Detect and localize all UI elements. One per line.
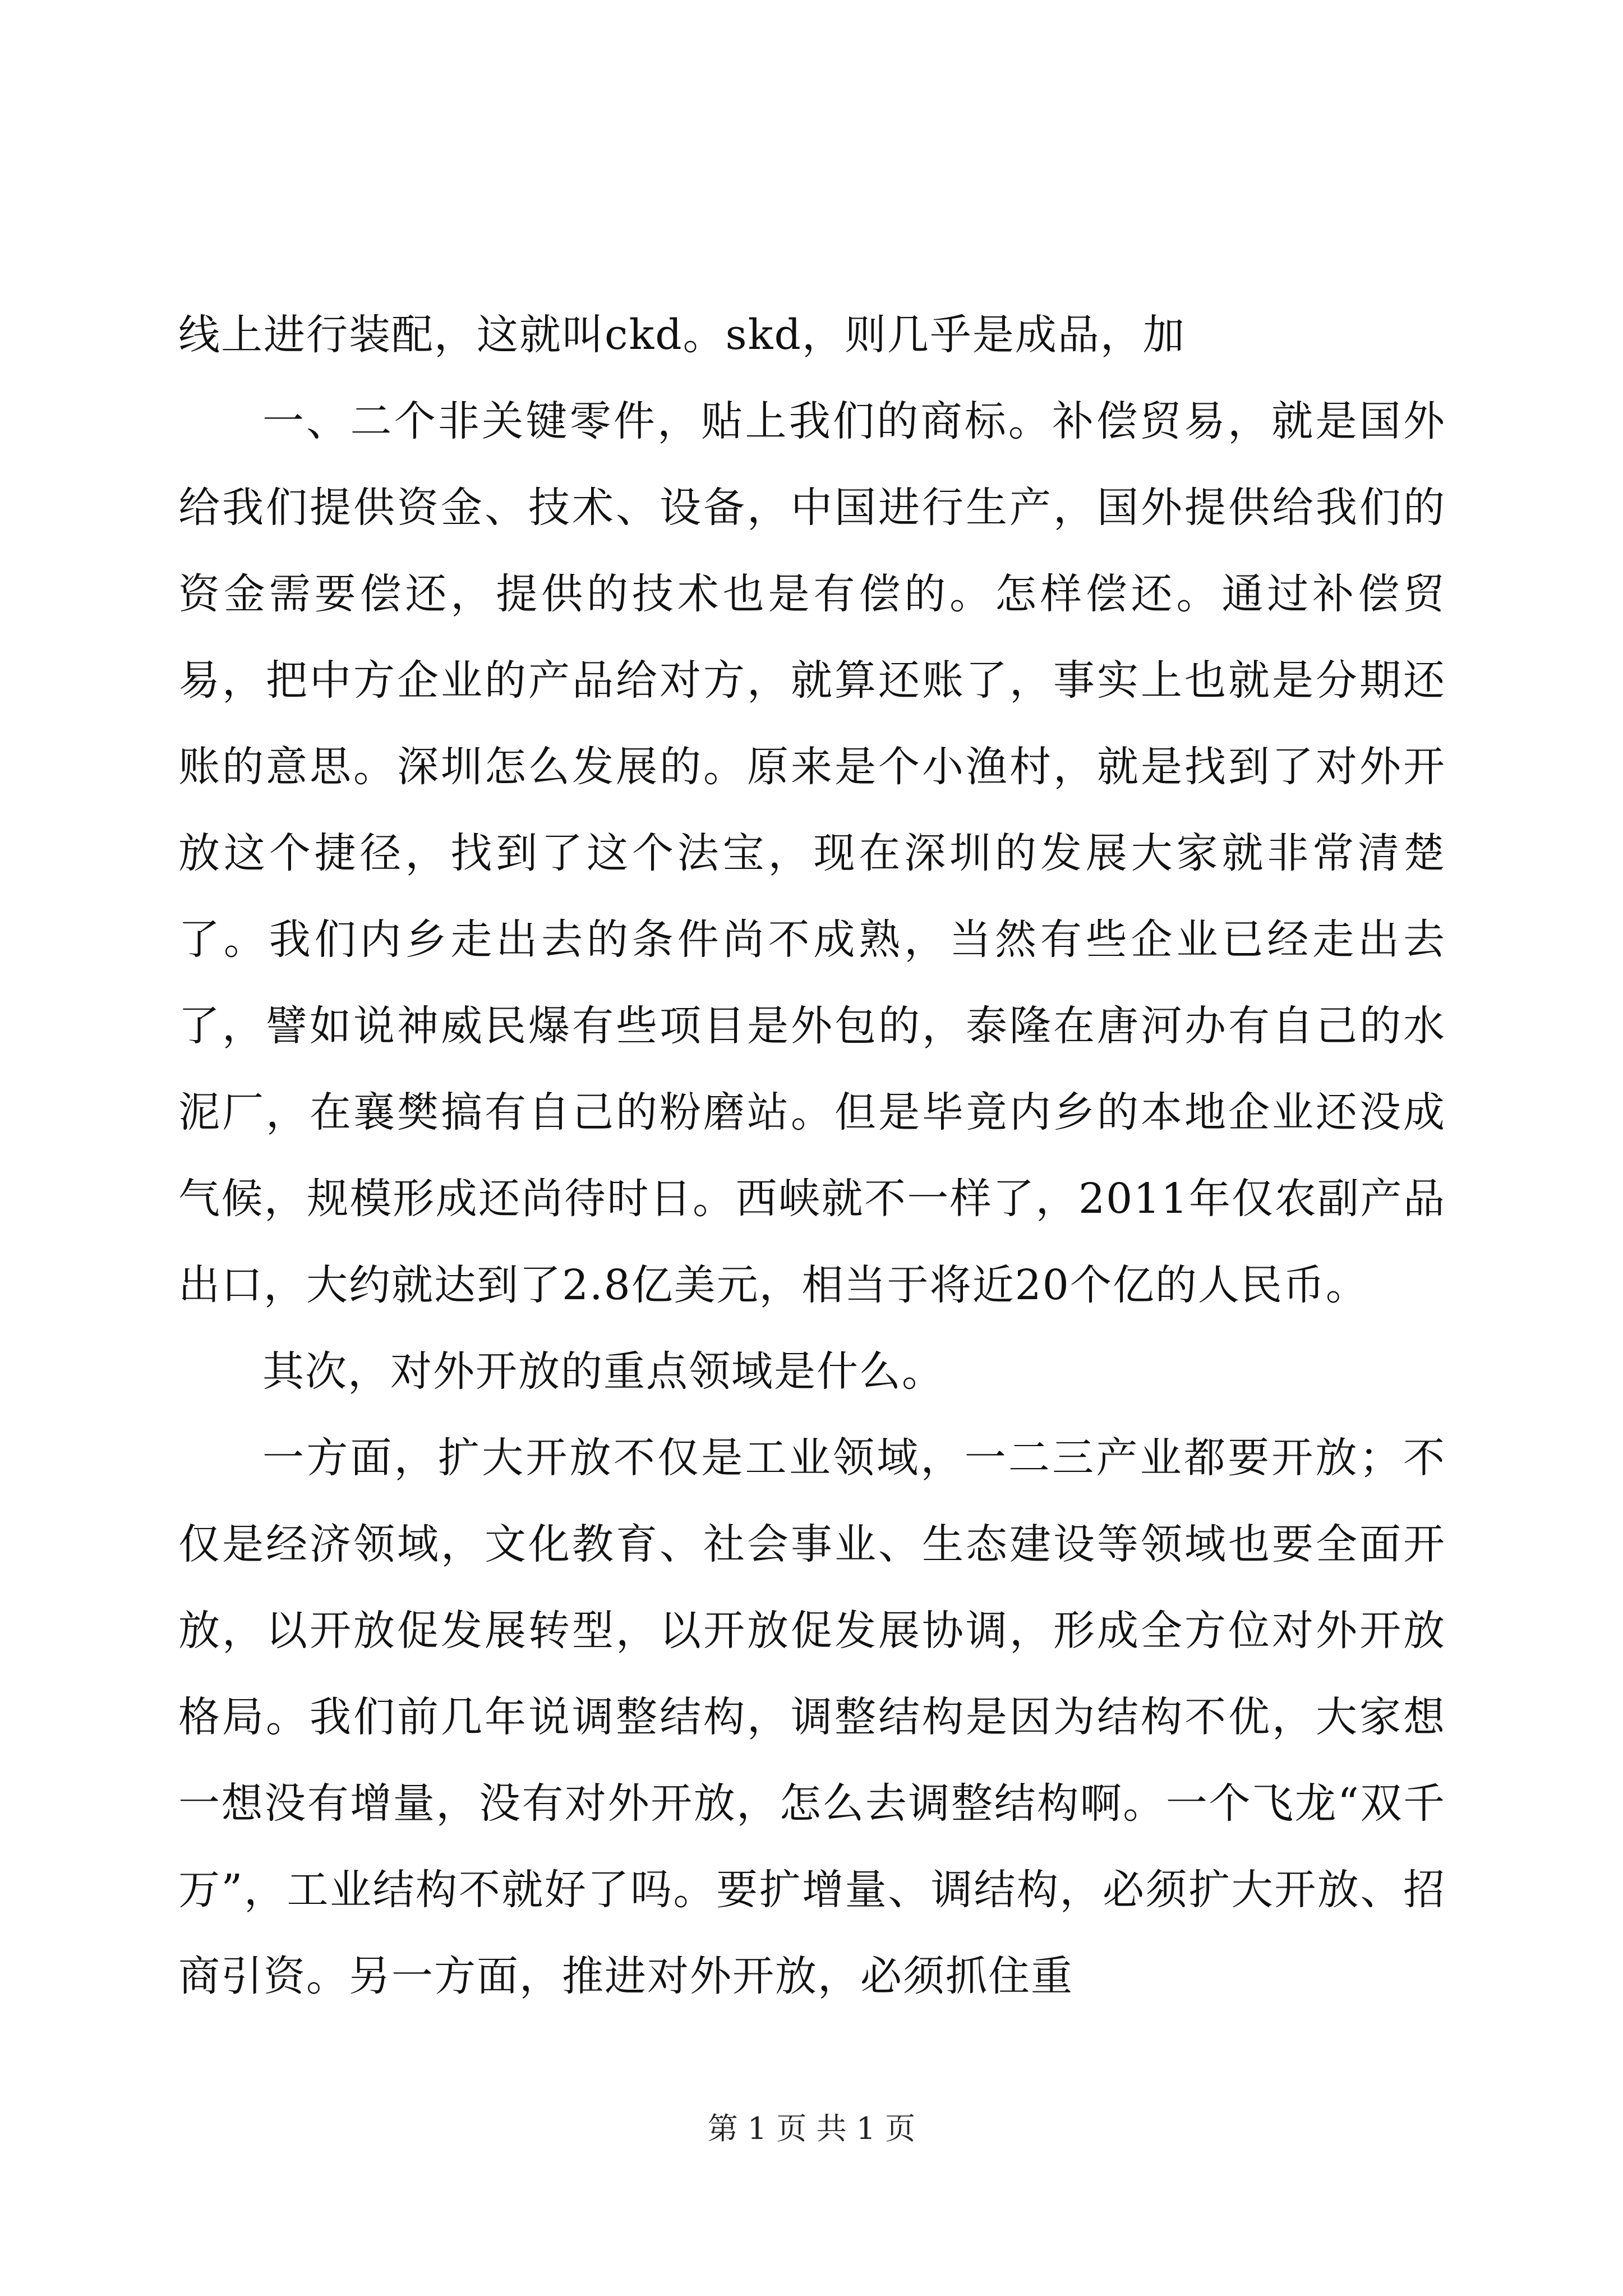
page-footer: 第 1 页 共 1 页 [707,2111,916,2146]
paragraph-4: 一方面，扩大开放不仅是工业领域，一二三产业都要开放；不仅是经济领域，文化教育、社会事业、生态建设等领域也要全面开放，以开放促发展转型，以开放促发展协调，形成全方位对外开放格局。我们前几年说调整结构，调整结构是因为结构不优，大家想一想没有增量，没有对外开放，怎么去调整结构啊。一个飞龙“双千万”，工业结构不就好了吗。要扩增量、调结构，必须扩大开放、招商引资。另一方面，推进对外开放，必须抓住重 [178,1434,1446,2000]
paragraph-1: 线上进行装配，这就叫ckd。skd，则几乎是成品，加 [178,311,1186,359]
paragraph-3: 其次，对外开放的重点领域是什么。 [262,1347,944,1396]
document-body [178,292,1446,2019]
paragraph-2: 一、二个非关键零件，贴上我们的商标。补偿贸易，就是国外给我们提供资金、技术、设备，中国进行生产，国外提供给我们的资金需要偿还，提供的技术也是有偿的。怎样偿还。通过补偿贸易，把中方企业的产品给对方，就算还账了，事实上也就是分期还账的意思。深圳怎么发展的。原来是个小渔村，就是找到了对外开放这个捷径，找到了这个法宝，现在深圳的发展大家就非常清楚了。我们内乡走出去的条件尚不成熟，当然有些企业已经走出去了，譬如说神威民爆有些项目是外包的，泰隆在唐河办有自己的水泥厂，在襄樊搞有自己的粉磨站。但是毕竟内乡的本地企业还没成气候，规模形成还尚待时日。西峡就不一样了，2011年仅农副产品出口，大约就达到了2.8亿美元，相当于将近20个亿的人民币。 [178,397,1446,1309]
